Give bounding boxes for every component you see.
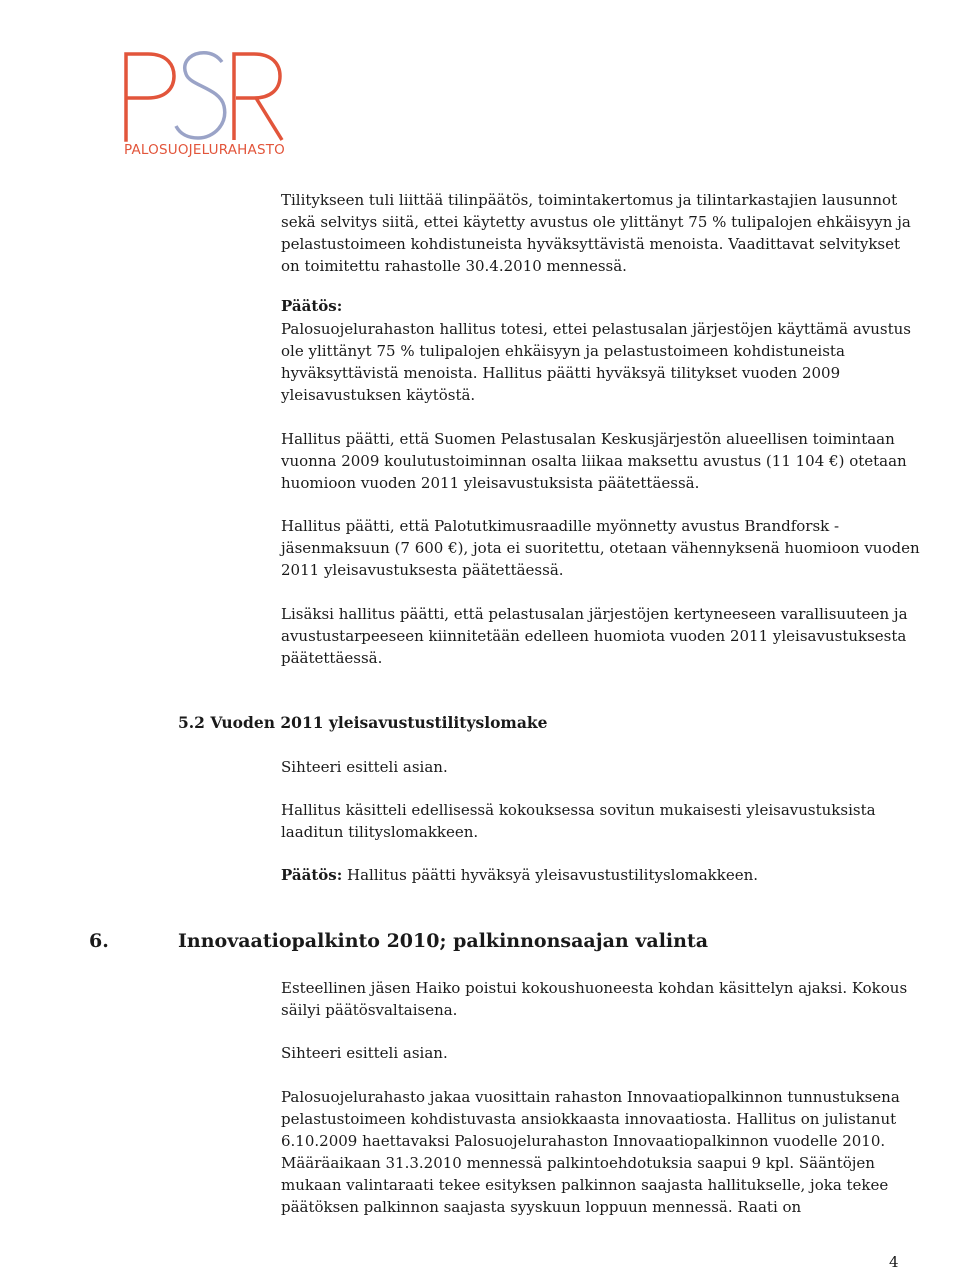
- page-number: 4: [889, 1253, 899, 1271]
- paragraph-haiko: Esteellinen jäsen Haiko poistui kokoushuoneesta kohdan käsittelyn ajaksi. Kokous säilyi päätösvaltaisena.: [281, 979, 908, 1019]
- decision-label-2: Päätös:: [281, 866, 343, 884]
- paragraph-secretary: Sihteeri esitteli asian.: [281, 758, 448, 776]
- logo-letter-p: [126, 54, 174, 140]
- section-heading-6: Innovaatiopalkinto 2010; palkinnonsaajan valinta: [178, 930, 709, 952]
- paragraph-decision-4: Lisäksi hallitus päätti, että pelastusalan järjestöjen kertyneeseen varallisuuteen ja avustustarpeeseen kiinnitetään edelleen huomiota vuoden 2011 yleisavustuksesta päätettäessä.: [281, 605, 908, 667]
- decision-label: Päätös:: [281, 297, 343, 315]
- logo-letter-r: [234, 54, 282, 140]
- section-number-6: 6.: [89, 930, 109, 952]
- logo-name: PALOSUOJELURAHASTO: [124, 142, 285, 158]
- paragraph-decision-3: Hallitus päätti, että Palotutkimusraadille myönnetty avustus Brandforsk - jäsenmaksuun (7 600 €), jota ei suoritettu, otetaan vähennyksenä huomioon vuoden 2011 yleisavustuksesta päätettäessä.: [281, 517, 920, 579]
- section-heading-5-2: 5.2 Vuoden 2011 yleisavustustilityslomake: [178, 713, 548, 732]
- paragraph-innovation: Palosuojelurahasto jakaa vuosittain rahaston Innovaatiopalkinnon tunnustuksena pelastustoimeen kohdistuvasta ansiokkaasta innovaatiosta. Hallitus on julistanut 6.10.2009 haettavaksi Palosuojelurahaston Innovaatiopalkinnon vuodelle 2010. Määräaikaan 31.3.2010 mennessä palkintoehdotuksia saapui 9 kpl. Sääntöjen mukaan valintaraati tekee esityksen palkinnon saajasta hallitukselle, joka tekee päätöksen palkinnon saajasta syyskuun loppuun mennessä. Raati on: [281, 1088, 900, 1216]
- paragraph-form-decision: [281, 864, 921, 886]
- paragraph-form: Hallitus käsitteli edellisessä kokouksessa sovitun mukaisesti yleisavustuksista laaditun tilityslomakkeen.: [281, 801, 876, 841]
- paragraph-secretary-2: Sihteeri esitteli asian.: [281, 1044, 448, 1062]
- paragraph-tilitys: Tilitykseen tuli liittää tilinpäätös, toimintakertomus ja tilintarkastajien lausunnot sekä selvitys siitä, ettei käytetty avustus ole ylittänyt 75 % tulipalojen ehkäisyyn ja pelastustoimeen kohdistuneista hyväksyttävistä menoista. Vaadittavat selvitykset on toimitettu rahastolle 30.4.2010 mennessä.: [281, 191, 911, 275]
- paragraph-decision-2: Hallitus päätti, että Suomen Pelastusalan Keskusjärjestön alueellisen toimintaan vuonna 2009 koulutustoiminnan osalta liikaa maksettu avustus (11 104 €) otetaan huomioon vuoden 2011 yleisavustuksista päätettäessä.: [281, 430, 907, 492]
- form-decision-text: Hallitus päätti hyväksyä yleisavustustilityslomakkeen.: [347, 866, 758, 884]
- logo-letter-s: [176, 53, 225, 138]
- paragraph-decision-1: Palosuojelurahaston hallitus totesi, ettei pelastusalan järjestöjen käyttämä avustus ole ylittänyt 75 % tulipalojen ehkäisyyn ja pelastustoimeen kohdistuneista hyväksyttävistä menoista. Hallitus päätti hyväksyä tilitykset vuoden 2009 yleisavustuksen käytöstä.: [281, 320, 912, 404]
